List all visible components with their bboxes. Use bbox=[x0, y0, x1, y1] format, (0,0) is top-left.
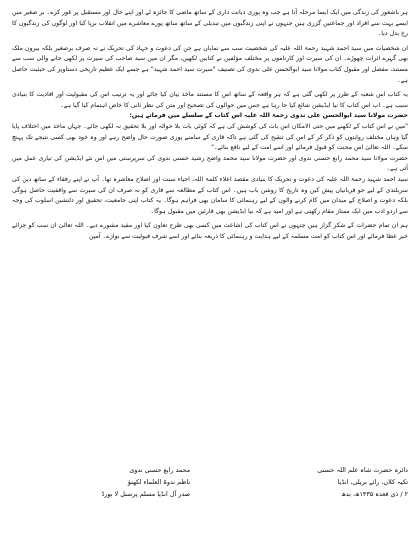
supervision-paragraph: حضرت مولانا سید محمد رابع حسنی ندوی اور حضرت مولانا سید محمد واضح رشید حسنی ندوی کی سرپرستی میں اس نئے ایڈیشن کی تیاری عمل میں آئی ہے۔ bbox=[12, 154, 408, 173]
signature-line: دائرہ حضرت شاہ علم اللہ حسنی bbox=[317, 466, 408, 474]
signature-line: صدر آل انڈیا مسلم پرسنل لا بورڈ bbox=[101, 490, 191, 498]
signature-line: ۲ / ذی قعدہ ۱۴۳۵ھ، بدھ bbox=[341, 490, 408, 498]
book-paragraph: ان شخصیات میں سید احمد شہید رحمۃ اللہ علیہ کی شخصیت سب سے نمایاں ہے جن کی دعوت و جہاد کی تحریک نے نہ صرف برصغیر بلکہ بیرون ملک بھی گہرے اثرات چھوڑے۔ ان کی سیرت اور کارناموں پر مختلف مؤلفین نے کتابیں لکھیں، مگر ان میں سید صاحب کی سیرت پر لکھی جانے والی سب سے مستند، مفصل اور مقبول کتاب مولانا سید ابوالحسن علی ندوی کی تصنیف "سیرت سید احمد شہید" ہے جسے ایک عظیم تاریخی دستاویز کی حیثیت حاصل ہے۔ bbox=[12, 44, 408, 84]
signature-author bbox=[12, 464, 190, 500]
closing-paragraph: ہم ان تمام حضرات کے شکر گزار ہیں جنہوں نے اس کتاب کی اشاعت میں کسی بھی طرح تعاون کیا اور مفید مشورے دیے۔ اللہ تعالیٰ ان سب کو جزائے خیر عطا فرمائے اور اس کتاب کو امت مسلمہ کے لیے ہدایت و رہنمائی کا ذریعہ بنائے اور اسے شرف قبولیت سے نوازے۔ آمین bbox=[12, 222, 408, 240]
signature-place-date bbox=[230, 464, 408, 500]
edition-paragraph: یہ کتاب اس شعبہ کے طرز پر لکھی گئی ہے کہ ہر واقعہ کے ساتھ اس کا مستند ماخذ بیان کیا جائے اور یہ ترتیب اس کی مقبولیت اور افادیت کا بنیادی سبب ہے۔ اب اس کتاب کا نیا ایڈیشن شائع کیا جا رہا ہے جس میں حوالوں کی تصحیح اور متن کی نظر ثانی کا خاص اہتمام کیا گیا ہے۔ bbox=[12, 91, 408, 109]
quote-heading: حضرت مولانا سید ابوالحسن علی ندوی رحمۃ اللہ علیہ اس کتاب کے سلسلے میں فرماتے ہیں: bbox=[129, 112, 408, 120]
signature-line: تکیہ کلاں، رائے بریلی، انڈیا bbox=[337, 478, 408, 486]
signature-block bbox=[12, 464, 408, 500]
signature-line: ناظم ندوۃ العلماء لکھنؤ bbox=[127, 478, 191, 486]
mission-paragraph: سید احمد شہید رحمۃ اللہ علیہ کی دعوت و تحریک کا بنیادی مقصد اعلاء کلمۃ اللہ، احیاء سنت اور اصلاح معاشرہ تھا۔ آپ نے اپنے رفقاء کے ساتھ دین کی سربلندی کے لیے جو قربانیاں پیش کیں وہ تاریخ کا روشن باب ہیں۔ اس کتاب کے مطالعہ سے قاری کو نہ صرف ان کی سیرت سے واقفیت حاصل ہوگی بلکہ دعوت و اصلاح کے میدان میں کام کرنے والوں کے لیے رہنمائی کا سامان بھی فراہم ہوگا۔ یہ کتاب اپنی جامعیت، تحقیق اور دلنشین اسلوب کی وجہ سے اردو ادب میں ایک ممتاز مقام رکھتی ہے اور امید ہے کہ نیا ایڈیشن بھی قارئین میں مقبول ہوگا۔ bbox=[12, 175, 408, 215]
signature-line: محمد رابع حسنی ندوی bbox=[129, 466, 191, 474]
quote-paragraph: "میں نے اس کتاب کے لکھنے میں حتی الامکان اس بات کی کوشش کی ہے کہ کوئی بات بلا حوالہ اور بلا تحقیق نہ لکھی جائے۔ جہاں ماخذ میں اختلاف پایا گیا وہاں مختلف روایتوں کو ذکر کر کے اس کی تنقیح کی گئی ہے تاکہ قاری کے سامنے پوری صورت حال واضح رہے اور وہ خود بھی کسی نتیجے تک پہنچ سکے۔ اللہ تعالیٰ اس محنت کو قبول فرمائے اور اسے امت کے لیے نافع بنائے۔" bbox=[12, 122, 408, 152]
intro-paragraph: ہر باشعور کی زندگی میں ایک ایسا مرحلہ آتا ہے جب وہ پوری دیانت داری کے ساتھ ماضی کا جائزہ لے اور اپنے حال اور مستقبل پر غور کرے۔ بر صغیر میں ایسے بہت سے افراد اور جماعتیں گزری ہیں جنہوں نے اپنی زندگیوں میں تبدیلی کے ساتھ ساتھ پورے معاشرے میں انقلاب برپا کیا اور لوگوں کی زندگیوں کا رخ بدل دیا۔ bbox=[12, 9, 408, 38]
